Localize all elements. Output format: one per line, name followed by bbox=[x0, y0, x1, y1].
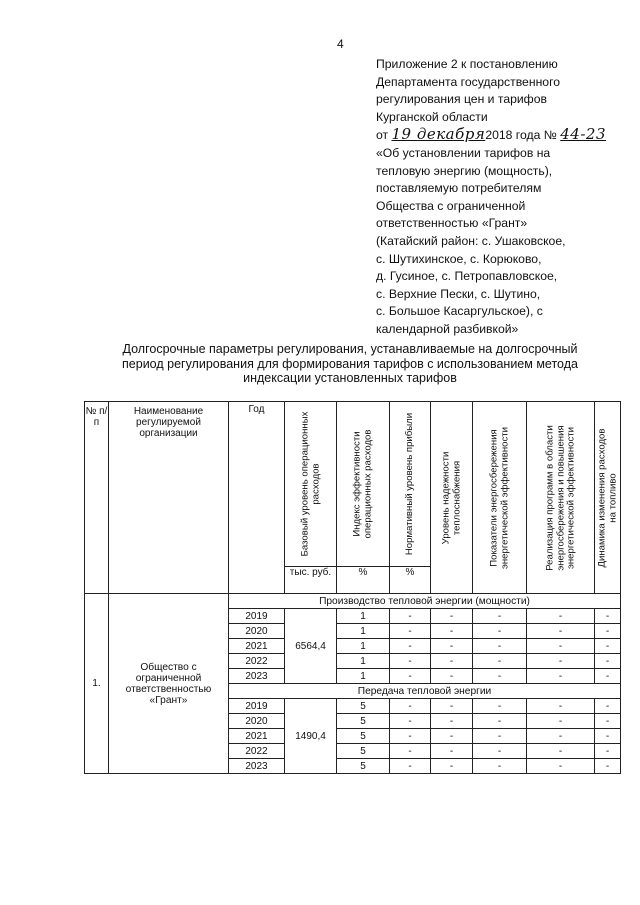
reliability-cell: - bbox=[431, 639, 473, 654]
appendix-subject-line: д. Гусиное, с. Петропавловское, bbox=[376, 269, 558, 284]
appendix-subject-line: Общества с ограниченной bbox=[376, 198, 526, 213]
header-profit-level: Нормативный уровень прибыли bbox=[390, 402, 431, 567]
base-level-cell: 6564,4 bbox=[285, 609, 337, 684]
appendix-block bbox=[376, 56, 626, 339]
unit-index: % bbox=[337, 567, 390, 594]
energy-cell: - bbox=[473, 714, 527, 729]
appendix-subject-line: (Катайский район: с. Ушаковское, bbox=[376, 233, 566, 248]
date-prefix: от bbox=[376, 128, 389, 143]
year-cell: 2022 bbox=[229, 654, 285, 669]
index-cell: 5 bbox=[337, 699, 390, 714]
fuel-cell: - bbox=[595, 654, 621, 669]
fuel-cell: - bbox=[595, 714, 621, 729]
year-cell: 2023 bbox=[229, 669, 285, 684]
fuel-cell: - bbox=[595, 744, 621, 759]
year-cell: 2021 bbox=[229, 729, 285, 744]
index-cell: 1 bbox=[337, 609, 390, 624]
profit-cell: - bbox=[390, 609, 431, 624]
year-cell: 2019 bbox=[229, 699, 285, 714]
base-level-cell: 1490,4 bbox=[285, 699, 337, 774]
fuel-cell: - bbox=[595, 609, 621, 624]
handwritten-date: 19 декабря bbox=[391, 125, 486, 144]
year-cell: 2022 bbox=[229, 744, 285, 759]
reliability-cell: - bbox=[431, 609, 473, 624]
programs-cell: - bbox=[527, 714, 595, 729]
header-year: Год bbox=[229, 402, 285, 594]
index-cell: 5 bbox=[337, 744, 390, 759]
table-header-row bbox=[85, 402, 621, 567]
index-cell: 5 bbox=[337, 729, 390, 744]
fuel-cell: - bbox=[595, 699, 621, 714]
header-base-level: Базовый уровень операционных расходов bbox=[285, 402, 337, 567]
energy-cell: - bbox=[473, 759, 527, 774]
header-energy-saving: Показатели энергосбережения энергетической эффективности bbox=[473, 402, 527, 594]
appendix-subject-line: тепловую энергию (мощность), bbox=[376, 163, 553, 178]
section-title: Производство тепловой энергии (мощности) bbox=[229, 594, 621, 609]
programs-cell: - bbox=[527, 624, 595, 639]
fuel-cell: - bbox=[595, 729, 621, 744]
fuel-cell: - bbox=[595, 639, 621, 654]
year-cell: 2021 bbox=[229, 639, 285, 654]
profit-cell: - bbox=[390, 759, 431, 774]
appendix-subject-line: с. Верхние Пески, с. Шутино, bbox=[376, 286, 541, 301]
title-line: период регулирования для формирования тарифов с использованием метода bbox=[122, 356, 578, 371]
energy-cell: - bbox=[473, 639, 527, 654]
reliability-cell: - bbox=[431, 669, 473, 684]
programs-cell: - bbox=[527, 699, 595, 714]
energy-cell: - bbox=[473, 609, 527, 624]
programs-cell: - bbox=[527, 609, 595, 624]
programs-cell: - bbox=[527, 639, 595, 654]
index-cell: 1 bbox=[337, 624, 390, 639]
appendix-subject-line: с. Большое Касаргульское), с bbox=[376, 304, 543, 319]
programs-cell: - bbox=[527, 729, 595, 744]
page-number: 4 bbox=[337, 37, 344, 51]
energy-cell: - bbox=[473, 669, 527, 684]
year-cell: 2023 bbox=[229, 759, 285, 774]
unit-profit: % bbox=[390, 567, 431, 594]
energy-cell: - bbox=[473, 744, 527, 759]
fuel-cell: - bbox=[595, 624, 621, 639]
profit-cell: - bbox=[390, 639, 431, 654]
profit-cell: - bbox=[390, 654, 431, 669]
title-line: Долгосрочные параметры регулирования, устанавливаемые на долгосрочный bbox=[122, 342, 578, 356]
header-organization: Наименование регулируемой организации bbox=[109, 402, 229, 594]
header-reliability: Уровень надежности теплоснабжения bbox=[431, 402, 473, 594]
header-fuel-dynamics: Динамика изменения расходов на топливо bbox=[595, 402, 621, 594]
appendix-subject-line: календарной разбивкой» bbox=[376, 321, 519, 336]
parameters-table bbox=[84, 401, 621, 774]
reliability-cell: - bbox=[431, 654, 473, 669]
energy-cell: - bbox=[473, 699, 527, 714]
index-cell: 5 bbox=[337, 714, 390, 729]
programs-cell: - bbox=[527, 744, 595, 759]
programs-cell: - bbox=[527, 759, 595, 774]
header-programs: Реализация программ в области энергосбережения и повышения энергетической эффективности bbox=[527, 402, 595, 594]
index-cell: 1 bbox=[337, 639, 390, 654]
appendix-line: Приложение 2 к постановлению bbox=[376, 57, 558, 71]
energy-cell: - bbox=[473, 729, 527, 744]
year-cell: 2020 bbox=[229, 714, 285, 729]
fuel-cell: - bbox=[595, 759, 621, 774]
appendix-subject-line: с. Шутихинское, с. Корюково, bbox=[376, 251, 542, 266]
handwritten-number: 44-23 bbox=[560, 125, 606, 144]
section-title: Передача тепловой энергии bbox=[229, 684, 621, 699]
unit-base: тыс. руб. bbox=[285, 567, 337, 594]
profit-cell: - bbox=[390, 624, 431, 639]
fuel-cell: - bbox=[595, 669, 621, 684]
reliability-cell: - bbox=[431, 744, 473, 759]
header-num: № п/п bbox=[85, 402, 109, 594]
header-efficiency-index: Индекс эффективности операционных расходов bbox=[337, 402, 390, 567]
index-cell: 1 bbox=[337, 669, 390, 684]
date-suffix: 2018 года № bbox=[485, 128, 557, 143]
appendix-subject-line: «Об установлении тарифов на bbox=[376, 145, 551, 160]
section-row-production bbox=[85, 594, 621, 609]
document-title bbox=[105, 342, 595, 386]
appendix-line: регулирования цен и тарифов bbox=[376, 92, 547, 107]
appendix-subject-line: поставляемую потребителям bbox=[376, 181, 542, 196]
appendix-line: Курганской области bbox=[376, 109, 488, 124]
appendix-line: Департамента государственного bbox=[376, 74, 561, 89]
reliability-cell: - bbox=[431, 699, 473, 714]
profit-cell: - bbox=[390, 699, 431, 714]
year-cell: 2020 bbox=[229, 624, 285, 639]
index-cell: 5 bbox=[337, 759, 390, 774]
profit-cell: - bbox=[390, 714, 431, 729]
profit-cell: - bbox=[390, 669, 431, 684]
programs-cell: - bbox=[527, 669, 595, 684]
appendix-subject-line: ответственностью «Грант» bbox=[376, 216, 528, 231]
energy-cell: - bbox=[473, 624, 527, 639]
index-cell: 1 bbox=[337, 654, 390, 669]
title-line: индексации установленных тарифов bbox=[243, 371, 457, 385]
reliability-cell: - bbox=[431, 729, 473, 744]
profit-cell: - bbox=[390, 744, 431, 759]
appendix-date-line bbox=[376, 126, 626, 145]
year-cell: 2019 bbox=[229, 609, 285, 624]
programs-cell: - bbox=[527, 654, 595, 669]
reliability-cell: - bbox=[431, 714, 473, 729]
row-number: 1. bbox=[85, 594, 109, 774]
reliability-cell: - bbox=[431, 759, 473, 774]
profit-cell: - bbox=[390, 729, 431, 744]
energy-cell: - bbox=[473, 654, 527, 669]
reliability-cell: - bbox=[431, 624, 473, 639]
organization-name: Общество с ограниченной ответственностью «Грант» bbox=[109, 594, 229, 774]
